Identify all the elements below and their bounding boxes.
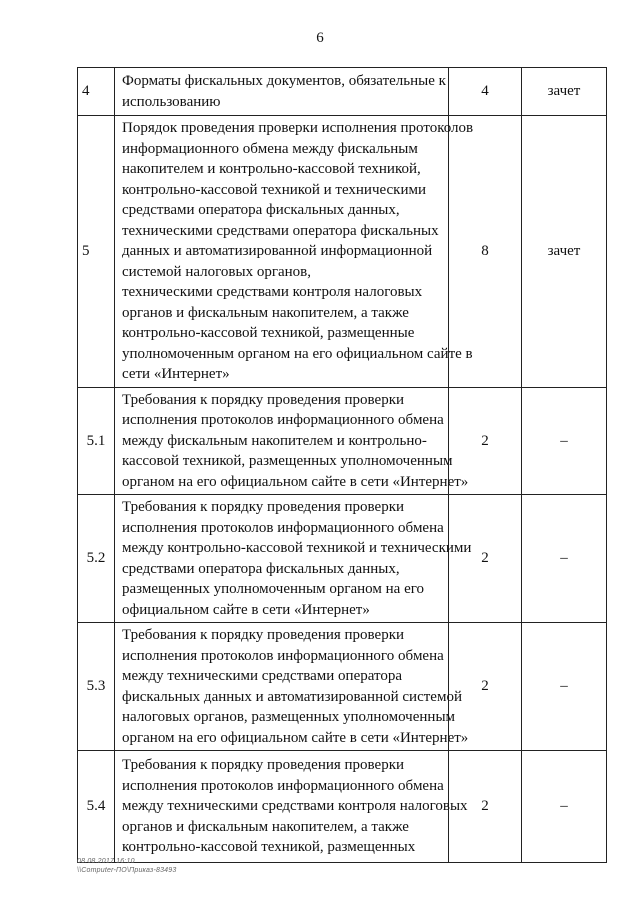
row-control: зачет	[522, 116, 607, 388]
title-line: информационного обмена между фискальным	[122, 140, 418, 157]
row-title	[115, 116, 474, 388]
title-line: техническими средствами оператора фискальных	[122, 222, 439, 239]
table-row	[78, 68, 607, 116]
title-line: сети «Интернет»	[122, 366, 230, 382]
table-row	[78, 495, 607, 623]
title-line: исполнения протоколов информационного обмена	[122, 519, 444, 536]
row-hours: 4	[449, 68, 522, 116]
title-line: средствами оператора фискальных данных,	[122, 560, 400, 577]
title-line: органов и фискальным накопителем, а также	[122, 304, 409, 321]
title-line: накопителем и контрольно-кассовой техникой,	[122, 161, 421, 177]
title-line: исполнения протоколов информационного обмена	[122, 777, 444, 794]
row-control: –	[522, 495, 607, 623]
row-hours: 2	[449, 495, 522, 623]
title-line: между контрольно-кассовой техникой и техническими	[122, 540, 472, 556]
row-hours: 2	[449, 623, 522, 751]
title-line: контрольно-кассовой техникой, размещенных	[122, 839, 416, 856]
row-control: –	[522, 387, 607, 495]
row-title	[115, 68, 449, 116]
row-control: –	[522, 623, 607, 751]
title-line: Форматы фискальных документов, обязательные к	[122, 73, 446, 89]
table-row	[78, 751, 607, 863]
footer-file-path: \\Computer-ПО\Приказ-83493	[77, 867, 177, 874]
title-line: техническими средствами контроля налоговых	[122, 284, 423, 300]
title-line: исполнения протоколов информационного обмена	[122, 647, 444, 664]
row-hours: 2	[449, 387, 522, 495]
title-line: данных и автоматизированной информационной	[122, 243, 433, 259]
title-line: между техническими средствами оператора	[122, 668, 403, 684]
title-line: Требования к порядку проведения проверки	[122, 499, 405, 515]
row-hours: 8	[449, 116, 522, 388]
page-number: 6	[316, 30, 324, 46]
title-line: исполнения протоколов информационного обмена	[122, 412, 444, 428]
title-line: контрольно-кассовой техникой и техническими	[122, 181, 427, 198]
row-title	[115, 751, 468, 863]
table-row	[78, 623, 607, 751]
row-number: 5.1	[78, 387, 115, 495]
title-line: органов и фискальным накопителем, а также	[122, 818, 409, 835]
title-line: Порядок проведения проверки исполнения протоколов	[122, 120, 474, 136]
title-line: органом на его официальном сайте в сети «Интернет»	[122, 729, 469, 746]
title-line: Требования к порядку проведения проверки	[122, 391, 405, 408]
row-number: 4	[78, 68, 115, 116]
row-control: –	[522, 751, 607, 863]
title-line: органом на его официальном сайте в сети «Интернет»	[122, 473, 469, 490]
title-line: использованию	[122, 93, 221, 110]
title-line: системой налоговых органов,	[122, 263, 311, 280]
table-row	[78, 116, 607, 388]
table-row	[78, 387, 607, 495]
title-line: между техническими средствами контроля налоговых	[122, 798, 468, 815]
title-line: Требования к порядку проведения проверки	[122, 757, 405, 774]
title-line: Требования к порядку проведения проверки	[122, 627, 405, 643]
title-line: контрольно-кассовой техникой, размещенные	[122, 325, 415, 341]
row-title	[115, 495, 472, 623]
row-number: 5.2	[78, 495, 115, 623]
title-line: кассовой техникой, размещенных уполномоченным	[122, 453, 453, 469]
title-line: официальном сайте в сети «Интернет»	[122, 601, 370, 618]
row-control: зачет	[522, 68, 607, 116]
row-title	[115, 623, 469, 751]
row-title	[115, 387, 469, 495]
title-line: размещенных уполномоченным органом на его	[122, 581, 425, 597]
footer-timestamp: 08.08.2017 16:10	[77, 858, 135, 865]
title-line: налоговых органов, размещенных уполномоченным	[122, 709, 456, 725]
row-number: 5	[78, 116, 115, 388]
title-line: средствами оператора фискальных данных,	[122, 202, 400, 218]
row-number: 5.3	[78, 623, 115, 751]
row-number: 5.4	[78, 751, 115, 863]
title-line: фискальных данных и автоматизированной системой	[122, 688, 462, 705]
syllabus-table	[77, 67, 607, 863]
title-line: уполномоченным органом на его официальном сайте в	[122, 345, 473, 362]
title-line: между фискальным накопителем и контрольно-	[122, 432, 427, 449]
row-hours: 2	[449, 751, 522, 863]
